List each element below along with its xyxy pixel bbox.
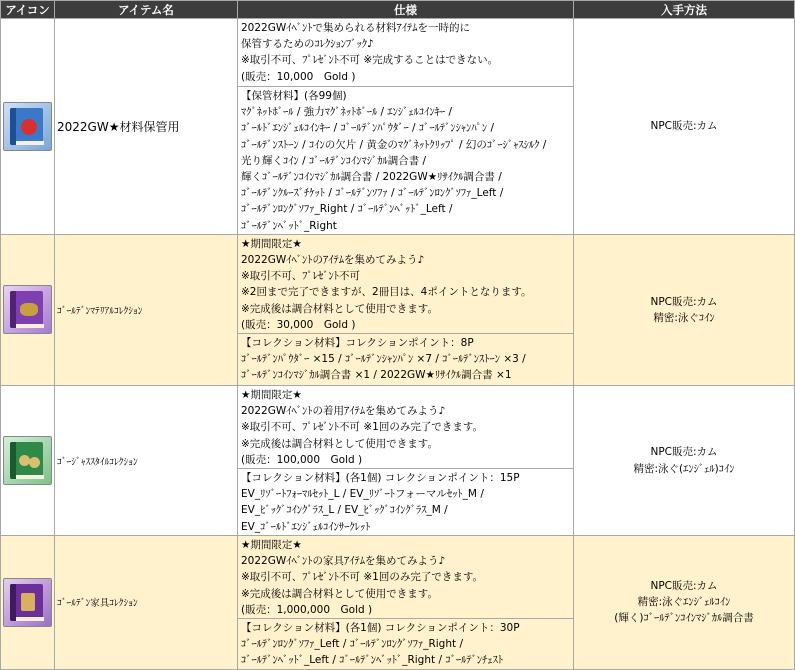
text-line: ※完成後は調合材料として使用できます。 [241,437,438,450]
text-line: (販売：10,000 Gold ) [241,70,356,83]
book-emblem [21,593,35,611]
item-row [1,386,795,469]
item-row [1,19,795,87]
text-line: 【コレクション材料】コレクションポイント：8P [241,337,474,350]
spec-description [238,386,574,469]
text-line: NPC販売:カム [650,295,718,308]
item-name: ｺﾞｰｼﾞｬｽｽﾀｲﾙｺﾚｸｼｮﾝ [55,386,238,536]
text-line: ※完成後は調合材料として使用できます。 [241,302,438,315]
book-spine [10,584,16,621]
item-name: 2022GW★材料保管用 [55,19,238,235]
text-line: EV_ｺﾞｰﾙﾄﾞｴﾝｼﾞｪﾙｺｲﾝｻｰｸﾚｯﾄ [241,520,371,533]
spec-materials [238,619,574,670]
blue-book-icon [3,102,52,151]
text-line: 精密:泳ぐｴﾝｼﾞｪﾙｺｲﾝ [637,596,731,609]
header-icon: アイコン [1,1,55,19]
header-name: アイテム名 [55,1,238,19]
text-line: ｺﾞｰﾙﾃﾞﾝｺｲﾝﾏｼﾞｶﾙ調合書 ×1 / 2022GW★ﾘｻｲｸﾙ調合書 ×1 [241,369,512,382]
book-pages [16,324,44,328]
spec-description [238,234,574,333]
book-emblem [29,457,40,468]
obtain-method [574,386,795,536]
book-pages [16,617,44,621]
icon-cell [1,234,55,385]
text-line: 【コレクション材料】(各1個) コレクションポイント：30P [241,622,520,635]
text-line: 2022GWｲﾍﾞﾝﾄの家具ｱｲﾃﾑを集めてみよう♪ [241,555,446,568]
spec-description [238,536,574,619]
text-line: NPC販売:カム [650,580,718,593]
text-line: 2022GWｲﾍﾞﾝﾄで集められる材料ｱｲﾃﾑを一時的に [241,22,470,34]
book-emblem [20,303,38,316]
text-line: ｺﾞｰﾙﾃﾞﾝﾛﾝｸﾞｿﾌｧ_Left / ｺﾞｰﾙﾃﾞﾝﾛﾝｸﾞｿﾌｧ_Right / [241,638,463,651]
book-pages [16,475,44,479]
green-book-icon [3,436,52,485]
text-line: ※取引不可、ﾌﾟﾚｾﾞﾝﾄ不可 ※完成することはできない。 [241,54,499,67]
text-line: ★期間限定★ [241,539,302,552]
text-line: ※取引不可、ﾌﾟﾚｾﾞﾝﾄ不可 ※1回のみ完了できます。 [241,571,484,584]
spec-materials [238,334,574,386]
book-spine [10,108,16,145]
item-name: ｺﾞｰﾙﾃﾞﾝﾏﾃﾘｱﾙｺﾚｸｼｮﾝ [55,234,238,385]
text-line: ※完成後は調合材料として使用できます。 [241,587,438,600]
text-line: ｺﾞｰﾙﾃﾞﾝﾊﾟｳﾀﾞｰ ×15 / ｺﾞｰﾙﾃﾞﾝｼｬﾝﾊﾟﾝ ×7 / ｺﾞｰﾙﾃﾞﾝｽﾄｰﾝ ×3 / [241,353,526,366]
text-line: 2022GWｲﾍﾞﾝﾄの着用ｱｲﾃﾑを集めてみよう♪ [241,405,446,418]
text-line: ★期間限定★ [241,237,302,250]
icon-cell [1,386,55,536]
text-line: NPC販売:カム [650,120,718,133]
book-spine [10,442,16,479]
text-line: 2022GWｲﾍﾞﾝﾄのｱｲﾃﾑを集めてみよう♪ [241,254,425,267]
item-row [1,234,795,333]
spec-materials [238,87,574,235]
obtain-method [574,234,795,385]
text-line: 精密:泳ぐｺｲﾝ [653,311,715,324]
book-emblem [21,119,37,135]
text-line: ※取引不可、ﾌﾟﾚｾﾞﾝﾄ不可 [241,270,361,283]
text-line: 精密:泳ぐ(ｴﾝｼﾞｪﾙ)ｺｲﾝ [633,462,735,475]
text-line: (販売：1,000,000 Gold ) [241,603,373,616]
text-line: ｺﾞｰﾙﾃﾞﾝﾍﾞｯﾄﾞ_Left / ｺﾞｰﾙﾃﾞﾝﾍﾞｯﾄﾞ_Right / ｺﾞｰﾙﾃﾞﾝﾁｪｽﾄ [241,654,504,667]
text-line: NPC販売:カム [650,446,718,459]
text-line: EV_ﾘｿﾞｰﾄﾌｫｰﾏﾙｾｯﾄ_L / EV_ﾘｿﾞｰﾄフォーマルｾｯﾄ_M / [241,488,484,501]
text-line: 光り輝くｺｲﾝ / ｺﾞｰﾙﾃﾞﾝｺｲﾝﾏｼﾞｶﾙ調合書 / [241,154,427,167]
violet-book-icon [3,578,52,627]
item-row [1,536,795,619]
text-line: ★期間限定★ [241,389,302,402]
text-line: ｺﾞｰﾙﾃﾞﾝｸﾙｰｽﾞﾁｹｯﾄ / ｺﾞｰﾙﾃﾞﾝｿﾌｧ / ｺﾞｰﾙﾃﾞﾝﾛﾝｸﾞｿﾌｧ_Left / [241,187,504,200]
text-line: (輝く)ｺﾞｰﾙﾃﾞﾝｺｲﾝﾏｼﾞｶﾙ調合書 [614,612,754,625]
book-pages [16,141,44,145]
text-line: ※取引不可、ﾌﾟﾚｾﾞﾝﾄ不可 ※1回のみ完了できます。 [241,421,484,434]
text-line: 【保管材料】(各99個) [241,90,347,102]
text-line: ※2回まで完了できますが、2冊目は、4ポイントとなります。 [241,286,532,299]
text-line: ﾏｸﾞﾈｯﾄﾎﾞｰﾙ / 強力ﾏｸﾞﾈｯﾄﾎﾞｰﾙ / ｴﾝｼﾞｪﾙｺｲﾝｷｰ / [241,106,453,119]
text-line: 輝くｺﾞｰﾙﾃﾞﾝｺｲﾝﾏｼﾞｶﾙ調合書 / 2022GW★ﾘｻｲｸﾙ調合書 / [241,171,502,184]
text-line: ｺﾞｰﾙﾄﾞｴﾝｼﾞｪﾙｺｲﾝｷｰ / ｺﾞｰﾙﾃﾞﾝﾊﾟｳﾀﾞｰ / ｺﾞｰﾙﾃﾞﾝｼｬﾝﾊﾟﾝ / [241,122,495,135]
icon-cell [1,536,55,670]
obtain-method [574,19,795,235]
header-spec: 仕様 [238,1,574,19]
header-obtain: 入手方法 [574,1,795,19]
item-name: ｺﾞｰﾙﾃﾞﾝ家具ｺﾚｸｼｮﾝ [55,536,238,670]
book-spine [10,291,16,328]
text-line: ｺﾞｰﾙﾃﾞﾝﾛﾝｸﾞｿﾌｧ_Right / ｺﾞｰﾙﾃﾞﾝﾍﾞｯﾄﾞ_Left / [241,203,453,216]
text-line: ｺﾞｰﾙﾃﾞﾝｽﾄｰﾝ / ｺｲﾝの欠片 / 黄金のﾏｸﾞﾈｯﾄｸﾘｯﾌﾟ / 幻のｺﾞｰｼﾞｬｽｼﾙｸ / [241,138,547,151]
text-line: 保管するためのｺﾚｸｼｮﾝﾌﾞｯｸ♪ [241,38,374,51]
spec-description [238,19,574,87]
purple-book-icon [3,285,52,334]
text-line: (販売：100,000 Gold ) [241,453,363,466]
text-line: ｺﾞｰﾙﾃﾞﾝﾍﾞｯﾄﾞ_Right [241,219,337,232]
obtain-method [574,536,795,670]
text-line: 【コレクション材料】(各1個) コレクションポイント：15P [241,472,520,485]
icon-cell [1,19,55,235]
text-line: (販売：30,000 Gold ) [241,318,356,331]
text-line: EV_ﾋﾞｯｸﾞｺｲﾝｸﾞﾗｽ_L / EV_ﾋﾞｯｸﾞｺｲﾝｸﾞﾗｽ_M / [241,504,448,517]
header-row [1,1,795,19]
spec-materials [238,469,574,536]
